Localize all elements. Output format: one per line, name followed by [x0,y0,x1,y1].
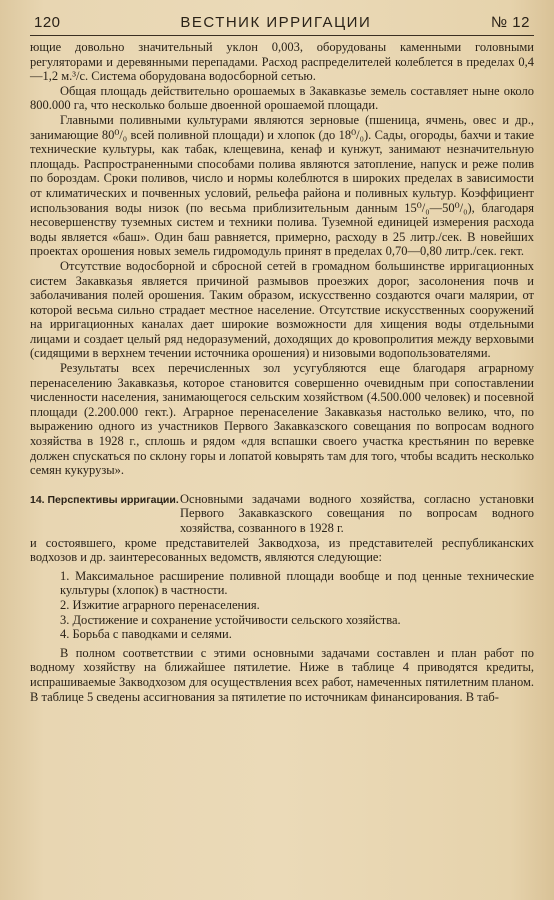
page-header [30,14,534,36]
section-heading-block [30,492,534,536]
section-intro: Основными задачами водного хозяйства, согласно установки Первого Закавказского совещания по вопросам водного хозяйства, созванного в 1928 г. [180,491,534,535]
list-item: 4. Борьба с паводками и селями. [60,627,232,642]
list-item: 1. Максимальное расширение поливной площади вообще и под ценные технические культуры (хлопок) в частности. [60,568,534,598]
paragraph: Отсутствие водосборной и сбросной сетей в громадном большинстве ирригационных систем Закавказья является причиной размывов проезжих дорог, засолонения почв и заболачивания полей орошения. Таким образом, искусственно создаются очаги малярии, от которой весьма сильно страдает местное население. Отсутствие искусственных сооружений на ирригационных каналах дает широкие возможности для хищения воды отдельными лицами и создает целый ряд недоразумений, доходящих до кровопролития между верховыми (сидящими в верхнем течении источника орошения) и низовыми водопользователями. [30,258,534,361]
journal-title: ВЕСТНИК ИРРИГАЦИИ [180,14,372,31]
task-list [30,569,534,642]
paragraph: Результаты всех перечисленных зол усугубляются еще благодаря аграрному перенаселению Закавказья, которое становится совершенно очевидным при сопоставлении численности населения, занимающегося сельским хозяйством (4.500.000 человек) и посевной площади (2.200.000 гект.). Аграрное перенаселение Закавказья настолько велико, что, по выражению одного из участников Первого Закавказского совещания по вопросам водного хозяйства в 1928 г., сплошь и рядом «для вспашки своего участка крестьянин по веревке должен спускаться по склону горы и лопатой ковырять там для того, чтобы всадить несколько семян кукурузы». [30,361,534,478]
section-intro-continued: и состоявшего, кроме представителей Закводхоза, из представителей республиканских водхозов и др. заинтересованных ведомств, являются следующие: [30,535,534,565]
paragraph: Главными поливными культурами являются зерновые (пшеница, ячмень, овес и др., занимающие 80⁰/₀ всей поливной площади) и хлопок (до 18⁰/₀). Сады, огороды, бахчи и такие технические культуры, как табак, клещевина, кенаф и кунжут, занимают незначительную площадь. Распространенными способами полива являются затопление, напуск и реже полив по бороздам. Сроки поливов, число и нормы колеблются в широких пределах в зависимости от климатических и почвенных условий, рельефа района и поливных культур. Коэффициент использования воды низок (по весьма приблизительным данным 15⁰/₀—50⁰/₀), благодаря несовершенству туземных систем и техники полива. Туземной единицей измерения расхода воды является «баш». Один баш равняется, примерно, расходу в 25 литр./сек. В новейших проектах орошения новых земель гидромодуль принят в пределах 0,70—0,80 литр./сек. гект. [30,112,534,259]
section-title: 14. Перспективы ирригации. [30,493,179,506]
paragraph: В полном соответствии с этими основными задачами составлен и план работ по водному хозяйству на ближайшее пятилетие. Ниже в таблице 4 приводятся кредиты, испрашиваемые Закводхозом для осуществления всех работ, намеченных пятилетним планом. В таблице 5 сведены ассигнования за пятилетие по источникам финансирования. В таб- [30,645,534,704]
page-number: 120 [34,14,61,31]
article-body [30,40,534,704]
list-item: 3. Достижение и сохранение устойчивости сельского хозяйства. [60,612,401,627]
list-item: 2. Изжитие аграрного перенаселения. [60,597,260,612]
paragraph: ющие довольно значительный уклон 0,003, оборудованы каменными головными регуляторами и деревянными перепадами. Расход распределителей колеблется в пределах 0,4—1,2 м.³/с. Система оборудована водосборной сетью. [30,40,534,84]
paragraph: Общая площадь действительно орошаемых в Закавказье земель составляет ныне около 800.000 га, что несколько больше двоенной орошаемой площади. [30,83,534,113]
issue-number: № 12 [491,14,530,31]
